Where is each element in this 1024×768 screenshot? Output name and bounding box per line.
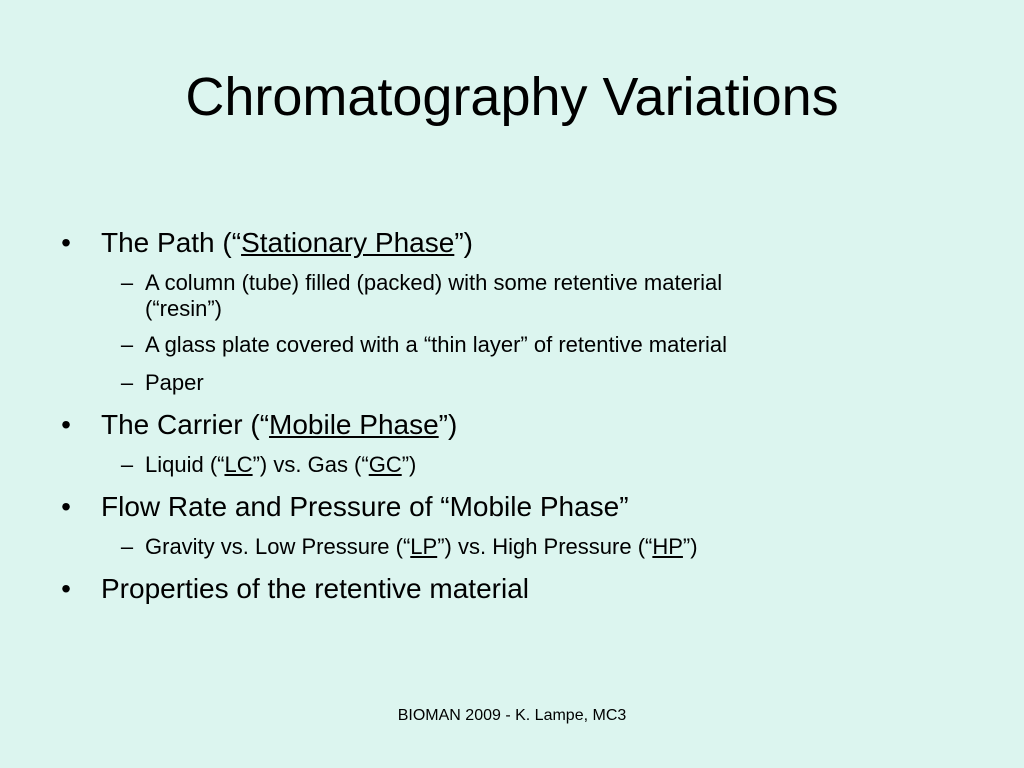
mobile-phase-link[interactable]: Mobile Phase [269,409,439,440]
subitem-text-a: Liquid (“ [145,452,225,477]
subitem-text-line2: (“resin”) [145,296,222,321]
subitem-text-b: ”) vs. Gas (“ [252,452,369,477]
dash-icon: – [120,534,134,559]
subitem-paper [120,368,956,398]
bullet-text: Flow Rate and Pressure of “Mobile Phase” [101,491,629,522]
bullet-text: Properties of the retentive material [101,573,529,604]
dash-icon: – [120,332,134,357]
dash-icon: – [120,270,134,295]
subitem-column [120,268,956,324]
bullet-text-prefix: The Carrier (“ [101,409,270,440]
subitem-text-line1: A column (tube) filled (packed) with some retentive material [145,270,723,295]
bullet-dot-icon: • [61,573,71,604]
hp-link[interactable]: HP [652,534,683,559]
bullet-dot-icon: • [61,409,71,440]
slide-title: Chromatography Variations [185,67,839,127]
dash-icon: – [120,370,134,395]
subitem-text: Paper [145,370,204,395]
subitem-text: A glass plate covered with a “thin layer” of retentive material [145,332,728,357]
bullet-item-flow-rate [56,490,956,524]
lp-link[interactable]: LP [410,534,438,559]
subitem-text-a: Gravity vs. Low Pressure (“ [145,534,411,559]
bullet-item-carrier [56,408,956,442]
bullet-text-suffix: ”) [454,227,473,258]
slide-footer: BIOMAN 2009 - K. Lampe, MC3 [397,707,627,724]
bullet-item-path [56,226,956,260]
subitem-text-b: ”) vs. High Pressure (“ [437,534,653,559]
bullet-text-suffix: ”) [438,409,458,440]
subitem-glass-plate [120,330,956,360]
subitem-text-c: ”) [401,452,417,477]
gc-link[interactable]: GC [368,452,402,477]
bullet-item-properties [56,572,956,606]
subitem-pressure [120,532,956,562]
bullet-list [56,226,956,614]
bullet-dot-icon: • [61,491,71,522]
subitem-liquid-gas [120,450,956,480]
subitem-text-c: ”) [682,534,698,559]
bullet-dot-icon: • [61,227,71,258]
dash-icon: – [120,452,134,477]
lc-link[interactable]: LC [224,452,253,477]
stationary-phase-link[interactable]: Stationary Phase [241,227,455,258]
bullet-text-prefix: The Path (“ [101,227,242,258]
